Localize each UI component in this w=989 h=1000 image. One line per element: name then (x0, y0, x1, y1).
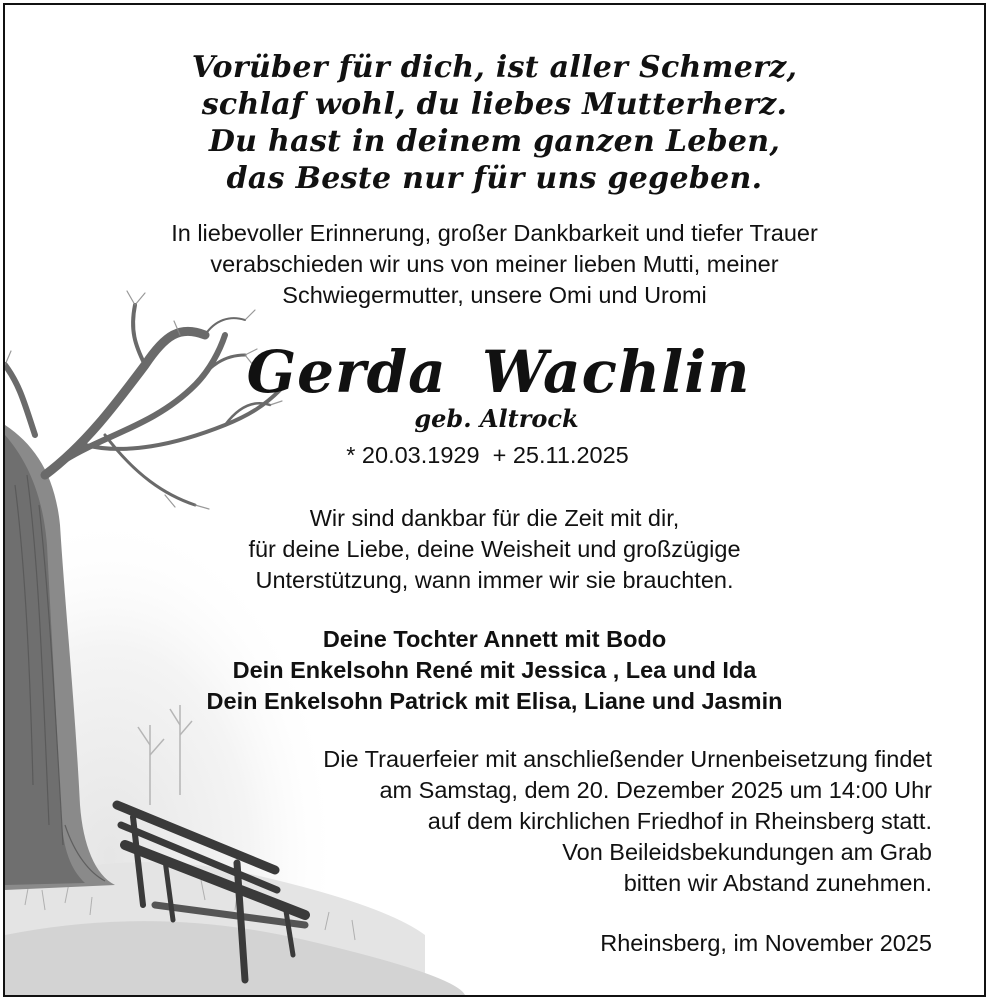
intro-line: Schwiegermutter, unsere Omi und Uromi (282, 282, 707, 308)
funeral-line: Die Trauerfeier mit anschließender Urnenbeisetzung findet (323, 746, 932, 772)
intro-line: verabschieden wir uns von meiner lieben Mutti, meiner (210, 251, 779, 277)
funeral-info (152, 744, 932, 899)
motto-line: Du hast in deinem ganzen Leben, (208, 124, 781, 159)
motto-line: Vorüber für dich, ist aller Schmerz, (191, 50, 798, 85)
funeral-line: auf dem kirchlichen Friedhof in Rheinsberg statt. (427, 808, 932, 834)
deceased-name: Gerda Wachlin (246, 338, 751, 406)
funeral-line: bitten wir Abstand zunehmen. (623, 870, 932, 896)
motto-verse (5, 49, 984, 197)
thanks-line: Unterstützung, wann immer wir sie brauchten. (255, 567, 734, 593)
mourner-line: Dein Enkelsohn Patrick mit Elisa, Liane und Jasmin (206, 688, 783, 714)
thanks-line: für deine Liebe, deine Weisheit und großzügige (248, 536, 741, 562)
funeral-line: am Samstag, dem 20. Dezember 2025 um 14:00 Uhr (379, 777, 932, 803)
intro-text (5, 218, 984, 311)
funeral-line: Von Beileidsbekundungen am Grab (562, 839, 932, 865)
maiden-name: geb. Altrock (414, 404, 579, 433)
place-and-date: Rheinsberg, im November 2025 (600, 930, 932, 956)
motto-line: das Beste nur für uns gegeben. (226, 161, 763, 196)
mourner-line: Dein Enkelsohn René mit Jessica , Lea und Ida (232, 657, 757, 683)
thanks-text (5, 503, 984, 596)
mourner-line: Deine Tochter Annett mit Bodo (322, 626, 667, 652)
intro-line: In liebevoller Erinnerung, großer Dankbarkeit und tiefer Trauer (171, 220, 818, 246)
obituary-notice (3, 3, 986, 997)
life-dates: * 20.03.1929 + 25.11.2025 (346, 442, 629, 468)
thanks-line: Wir sind dankbar für die Zeit mit dir, (309, 505, 680, 531)
motto-line: schlaf wohl, du liebes Mutterherz. (201, 87, 788, 122)
mourners-list (5, 624, 984, 717)
